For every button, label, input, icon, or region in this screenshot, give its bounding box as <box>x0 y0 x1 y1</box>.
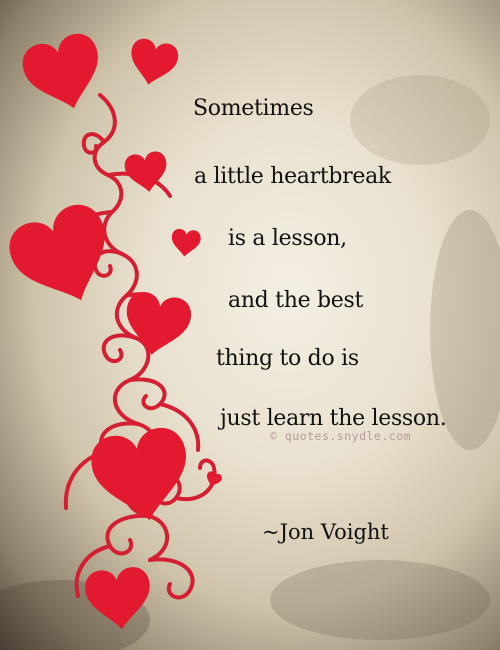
heart-icon <box>125 36 180 89</box>
heart-icon <box>18 29 111 119</box>
quote-attribution: ~Jon Voight <box>262 520 389 544</box>
watermark: © quotes.snydle.com <box>270 429 412 443</box>
quote-line-5: thing to do is <box>216 346 359 371</box>
quote-line-1: Sometimes <box>193 96 314 121</box>
heart-icon <box>120 289 194 360</box>
hearts <box>2 29 223 632</box>
quote-line-3: is a lesson, <box>228 226 347 251</box>
quote-line-6: just learn the lesson. <box>220 406 447 431</box>
heart-icon <box>87 424 196 528</box>
quote-line-4: and the best <box>228 288 364 313</box>
heart-icon <box>170 228 202 258</box>
quote-line-2: a little heartbreak <box>194 164 391 189</box>
heart-icon <box>83 565 154 632</box>
